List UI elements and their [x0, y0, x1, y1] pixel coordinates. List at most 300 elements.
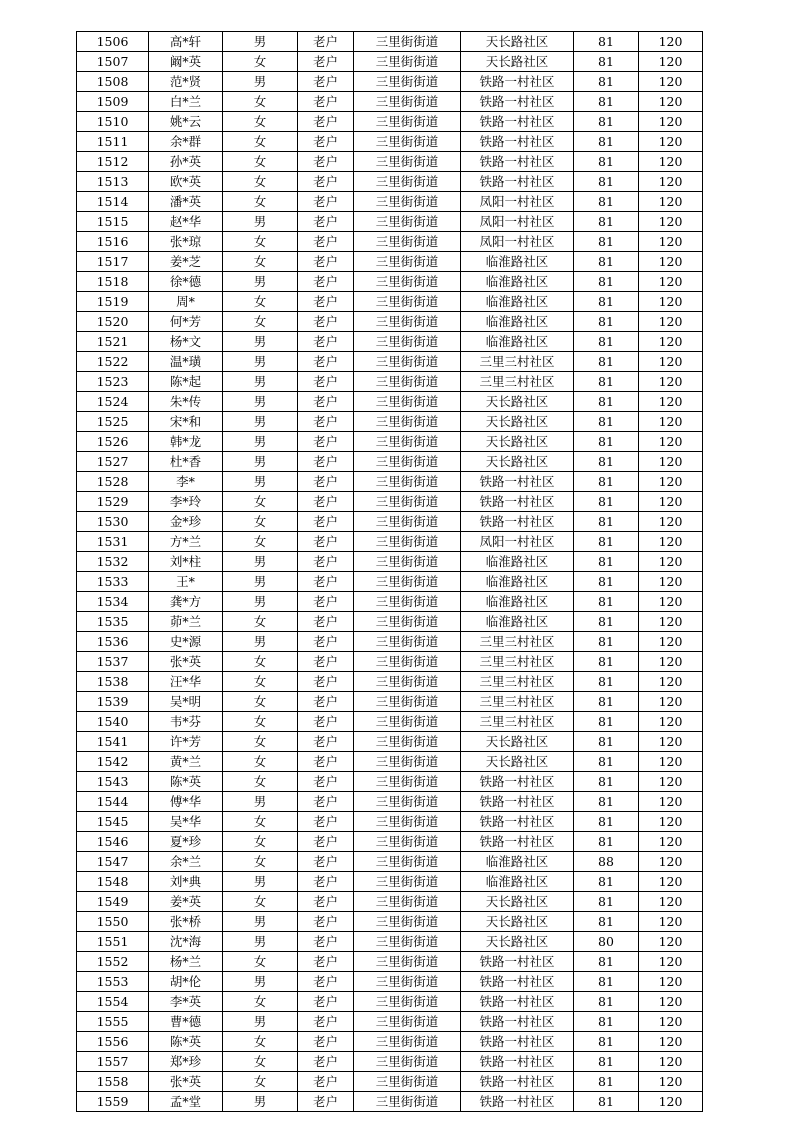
table-row [77, 172, 703, 192]
gender-cell: 女 [223, 652, 298, 672]
street-cell: 三里街街道 [354, 1092, 461, 1112]
serial-cell: 1525 [77, 412, 149, 432]
community-cell: 铁路一村社区 [461, 112, 574, 132]
community-cell: 铁路一村社区 [461, 472, 574, 492]
name-cell: 曹*德 [149, 1012, 223, 1032]
age-cell: 81 [574, 1092, 639, 1112]
amount-cell: 120 [639, 332, 703, 352]
household-type-cell: 老户 [298, 172, 354, 192]
serial-cell: 1529 [77, 492, 149, 512]
age-cell: 81 [574, 192, 639, 212]
street-cell: 三里街街道 [354, 252, 461, 272]
street-cell: 三里街街道 [354, 352, 461, 372]
community-cell: 临淮路社区 [461, 872, 574, 892]
serial-cell: 1544 [77, 792, 149, 812]
age-cell: 81 [574, 72, 639, 92]
serial-cell: 1528 [77, 472, 149, 492]
street-cell: 三里街街道 [354, 72, 461, 92]
serial-cell: 1522 [77, 352, 149, 372]
age-cell: 81 [574, 652, 639, 672]
gender-cell: 男 [223, 452, 298, 472]
age-cell: 81 [574, 132, 639, 152]
name-cell: 周* [149, 292, 223, 312]
household-type-cell: 老户 [298, 852, 354, 872]
age-cell: 81 [574, 512, 639, 532]
name-cell: 胡*伦 [149, 972, 223, 992]
age-cell: 81 [574, 1012, 639, 1032]
gender-cell: 男 [223, 32, 298, 52]
name-cell: 许*芳 [149, 732, 223, 752]
amount-cell: 120 [639, 432, 703, 452]
serial-cell: 1509 [77, 92, 149, 112]
gender-cell: 男 [223, 552, 298, 572]
table-row [77, 1052, 703, 1072]
serial-cell: 1513 [77, 172, 149, 192]
household-type-cell: 老户 [298, 192, 354, 212]
community-cell: 三里三村社区 [461, 352, 574, 372]
amount-cell: 120 [639, 572, 703, 592]
community-cell: 铁路一村社区 [461, 1012, 574, 1032]
table-row [77, 452, 703, 472]
table-row [77, 472, 703, 492]
gender-cell: 男 [223, 632, 298, 652]
serial-cell: 1506 [77, 32, 149, 52]
roster-body [77, 32, 703, 1112]
street-cell: 三里街街道 [354, 472, 461, 492]
age-cell: 81 [574, 672, 639, 692]
table-row [77, 572, 703, 592]
serial-cell: 1516 [77, 232, 149, 252]
table-row [77, 232, 703, 252]
serial-cell: 1538 [77, 672, 149, 692]
community-cell: 铁路一村社区 [461, 832, 574, 852]
community-cell: 天长路社区 [461, 52, 574, 72]
table-row [77, 732, 703, 752]
name-cell: 沈*海 [149, 932, 223, 952]
amount-cell: 120 [639, 512, 703, 532]
age-cell: 81 [574, 392, 639, 412]
household-type-cell: 老户 [298, 112, 354, 132]
table-row [77, 432, 703, 452]
name-cell: 刘*柱 [149, 552, 223, 572]
gender-cell: 男 [223, 972, 298, 992]
household-type-cell: 老户 [298, 692, 354, 712]
table-row [77, 332, 703, 352]
community-cell: 铁路一村社区 [461, 1092, 574, 1112]
community-cell: 天长路社区 [461, 892, 574, 912]
street-cell: 三里街街道 [354, 892, 461, 912]
name-cell: 茆*兰 [149, 612, 223, 632]
amount-cell: 120 [639, 392, 703, 412]
community-cell: 天长路社区 [461, 752, 574, 772]
table-row [77, 52, 703, 72]
name-cell: 韦*芬 [149, 712, 223, 732]
community-cell: 三里三村社区 [461, 672, 574, 692]
household-type-cell: 老户 [298, 912, 354, 932]
gender-cell: 女 [223, 532, 298, 552]
community-cell: 三里三村社区 [461, 652, 574, 672]
name-cell: 潘*英 [149, 192, 223, 212]
community-cell: 铁路一村社区 [461, 772, 574, 792]
community-cell: 临淮路社区 [461, 572, 574, 592]
amount-cell: 120 [639, 592, 703, 612]
name-cell: 汪*华 [149, 672, 223, 692]
gender-cell: 男 [223, 592, 298, 612]
serial-cell: 1518 [77, 272, 149, 292]
gender-cell: 女 [223, 832, 298, 852]
serial-cell: 1520 [77, 312, 149, 332]
amount-cell: 120 [639, 112, 703, 132]
amount-cell: 120 [639, 1032, 703, 1052]
table-row [77, 212, 703, 232]
community-cell: 铁路一村社区 [461, 1072, 574, 1092]
table-row [77, 592, 703, 612]
name-cell: 赵*华 [149, 212, 223, 232]
household-type-cell: 老户 [298, 1012, 354, 1032]
name-cell: 张*英 [149, 1072, 223, 1092]
amount-cell: 120 [639, 632, 703, 652]
serial-cell: 1558 [77, 1072, 149, 1092]
serial-cell: 1547 [77, 852, 149, 872]
household-type-cell: 老户 [298, 332, 354, 352]
community-cell: 临淮路社区 [461, 552, 574, 572]
street-cell: 三里街街道 [354, 432, 461, 452]
table-row [77, 372, 703, 392]
street-cell: 三里街街道 [354, 592, 461, 612]
age-cell: 81 [574, 432, 639, 452]
amount-cell: 120 [639, 812, 703, 832]
community-cell: 天长路社区 [461, 932, 574, 952]
table-row [77, 272, 703, 292]
amount-cell: 120 [639, 712, 703, 732]
name-cell: 余*群 [149, 132, 223, 152]
serial-cell: 1527 [77, 452, 149, 472]
age-cell: 81 [574, 872, 639, 892]
community-cell: 凤阳一村社区 [461, 232, 574, 252]
household-type-cell: 老户 [298, 432, 354, 452]
amount-cell: 120 [639, 272, 703, 292]
table-row [77, 992, 703, 1012]
gender-cell: 男 [223, 412, 298, 432]
serial-cell: 1507 [77, 52, 149, 72]
age-cell: 81 [574, 592, 639, 612]
gender-cell: 女 [223, 192, 298, 212]
serial-cell: 1554 [77, 992, 149, 1012]
street-cell: 三里街街道 [354, 572, 461, 592]
gender-cell: 男 [223, 932, 298, 952]
serial-cell: 1537 [77, 652, 149, 672]
table-row [77, 492, 703, 512]
street-cell: 三里街街道 [354, 1072, 461, 1092]
table-row [77, 952, 703, 972]
community-cell: 天长路社区 [461, 412, 574, 432]
community-cell: 铁路一村社区 [461, 812, 574, 832]
gender-cell: 男 [223, 792, 298, 812]
household-type-cell: 老户 [298, 552, 354, 572]
table-row [77, 672, 703, 692]
age-cell: 81 [574, 492, 639, 512]
community-cell: 铁路一村社区 [461, 972, 574, 992]
household-type-cell: 老户 [298, 952, 354, 972]
table-row [77, 352, 703, 372]
age-cell: 81 [574, 712, 639, 732]
household-type-cell: 老户 [298, 752, 354, 772]
table-row [77, 512, 703, 532]
gender-cell: 女 [223, 1052, 298, 1072]
name-cell: 姚*云 [149, 112, 223, 132]
age-cell: 81 [574, 252, 639, 272]
amount-cell: 120 [639, 412, 703, 432]
street-cell: 三里街街道 [354, 392, 461, 412]
street-cell: 三里街街道 [354, 292, 461, 312]
community-cell: 临淮路社区 [461, 292, 574, 312]
amount-cell: 120 [639, 92, 703, 112]
street-cell: 三里街街道 [354, 692, 461, 712]
table-row [77, 752, 703, 772]
age-cell: 81 [574, 612, 639, 632]
age-cell: 81 [574, 1032, 639, 1052]
serial-cell: 1512 [77, 152, 149, 172]
community-cell: 铁路一村社区 [461, 992, 574, 1012]
name-cell: 吴*华 [149, 812, 223, 832]
name-cell: 刘*典 [149, 872, 223, 892]
amount-cell: 120 [639, 172, 703, 192]
age-cell: 81 [574, 532, 639, 552]
amount-cell: 120 [639, 832, 703, 852]
gender-cell: 男 [223, 432, 298, 452]
name-cell: 龚*方 [149, 592, 223, 612]
age-cell: 81 [574, 692, 639, 712]
gender-cell: 男 [223, 872, 298, 892]
community-cell: 铁路一村社区 [461, 1052, 574, 1072]
table-row [77, 552, 703, 572]
gender-cell: 女 [223, 612, 298, 632]
table-row [77, 792, 703, 812]
household-type-cell: 老户 [298, 612, 354, 632]
age-cell: 81 [574, 952, 639, 972]
gender-cell: 女 [223, 772, 298, 792]
street-cell: 三里街街道 [354, 1032, 461, 1052]
age-cell: 81 [574, 1052, 639, 1072]
gender-cell: 女 [223, 292, 298, 312]
community-cell: 铁路一村社区 [461, 132, 574, 152]
table-row [77, 612, 703, 632]
street-cell: 三里街街道 [354, 792, 461, 812]
community-cell: 天长路社区 [461, 392, 574, 412]
household-type-cell: 老户 [298, 412, 354, 432]
street-cell: 三里街街道 [354, 912, 461, 932]
household-type-cell: 老户 [298, 312, 354, 332]
name-cell: 陈*英 [149, 772, 223, 792]
serial-cell: 1545 [77, 812, 149, 832]
community-cell: 铁路一村社区 [461, 92, 574, 112]
street-cell: 三里街街道 [354, 152, 461, 172]
street-cell: 三里街街道 [354, 512, 461, 532]
age-cell: 81 [574, 812, 639, 832]
household-type-cell: 老户 [298, 72, 354, 92]
community-cell: 天长路社区 [461, 452, 574, 472]
household-type-cell: 老户 [298, 532, 354, 552]
street-cell: 三里街街道 [354, 232, 461, 252]
street-cell: 三里街街道 [354, 1052, 461, 1072]
street-cell: 三里街街道 [354, 1012, 461, 1032]
community-cell: 三里三村社区 [461, 692, 574, 712]
table-row [77, 1012, 703, 1032]
age-cell: 81 [574, 232, 639, 252]
name-cell: 宋*和 [149, 412, 223, 432]
amount-cell: 120 [639, 1012, 703, 1032]
amount-cell: 120 [639, 872, 703, 892]
amount-cell: 120 [639, 252, 703, 272]
amount-cell: 120 [639, 852, 703, 872]
table-row [77, 852, 703, 872]
table-row [77, 72, 703, 92]
roster-table [76, 31, 703, 1112]
household-type-cell: 老户 [298, 52, 354, 72]
gender-cell: 女 [223, 52, 298, 72]
household-type-cell: 老户 [298, 1052, 354, 1072]
street-cell: 三里街街道 [354, 52, 461, 72]
household-type-cell: 老户 [298, 132, 354, 152]
gender-cell: 女 [223, 992, 298, 1012]
serial-cell: 1530 [77, 512, 149, 532]
table-row [77, 932, 703, 952]
household-type-cell: 老户 [298, 1032, 354, 1052]
name-cell: 高*轩 [149, 32, 223, 52]
serial-cell: 1543 [77, 772, 149, 792]
serial-cell: 1542 [77, 752, 149, 772]
gender-cell: 女 [223, 92, 298, 112]
table-row [77, 832, 703, 852]
community-cell: 天长路社区 [461, 732, 574, 752]
name-cell: 欧*英 [149, 172, 223, 192]
name-cell: 王* [149, 572, 223, 592]
community-cell: 凤阳一村社区 [461, 192, 574, 212]
gender-cell: 女 [223, 112, 298, 132]
amount-cell: 120 [639, 352, 703, 372]
serial-cell: 1523 [77, 372, 149, 392]
name-cell: 李*英 [149, 992, 223, 1012]
gender-cell: 女 [223, 152, 298, 172]
street-cell: 三里街街道 [354, 612, 461, 632]
name-cell: 史*源 [149, 632, 223, 652]
amount-cell: 120 [639, 72, 703, 92]
serial-cell: 1511 [77, 132, 149, 152]
serial-cell: 1539 [77, 692, 149, 712]
community-cell: 铁路一村社区 [461, 72, 574, 92]
age-cell: 81 [574, 632, 639, 652]
amount-cell: 120 [639, 132, 703, 152]
gender-cell: 女 [223, 672, 298, 692]
household-type-cell: 老户 [298, 772, 354, 792]
street-cell: 三里街街道 [354, 672, 461, 692]
household-type-cell: 老户 [298, 32, 354, 52]
street-cell: 三里街街道 [354, 312, 461, 332]
table-row [77, 312, 703, 332]
household-type-cell: 老户 [298, 792, 354, 812]
household-type-cell: 老户 [298, 1072, 354, 1092]
community-cell: 铁路一村社区 [461, 152, 574, 172]
serial-cell: 1550 [77, 912, 149, 932]
street-cell: 三里街街道 [354, 752, 461, 772]
name-cell: 杨*文 [149, 332, 223, 352]
gender-cell: 女 [223, 252, 298, 272]
gender-cell: 女 [223, 892, 298, 912]
street-cell: 三里街街道 [354, 652, 461, 672]
household-type-cell: 老户 [298, 732, 354, 752]
household-type-cell: 老户 [298, 992, 354, 1012]
name-cell: 韩*龙 [149, 432, 223, 452]
table-row [77, 812, 703, 832]
table-row [77, 972, 703, 992]
street-cell: 三里街街道 [354, 452, 461, 472]
amount-cell: 120 [639, 152, 703, 172]
name-cell: 朱*传 [149, 392, 223, 412]
age-cell: 81 [574, 832, 639, 852]
community-cell: 临淮路社区 [461, 252, 574, 272]
amount-cell: 120 [639, 652, 703, 672]
age-cell: 81 [574, 972, 639, 992]
name-cell: 张*琼 [149, 232, 223, 252]
age-cell: 81 [574, 152, 639, 172]
table-row [77, 1092, 703, 1112]
table-row [77, 892, 703, 912]
household-type-cell: 老户 [298, 712, 354, 732]
household-type-cell: 老户 [298, 632, 354, 652]
serial-cell: 1508 [77, 72, 149, 92]
gender-cell: 女 [223, 692, 298, 712]
community-cell: 临淮路社区 [461, 852, 574, 872]
gender-cell: 男 [223, 72, 298, 92]
amount-cell: 120 [639, 1092, 703, 1112]
name-cell: 方*兰 [149, 532, 223, 552]
gender-cell: 女 [223, 132, 298, 152]
amount-cell: 120 [639, 752, 703, 772]
age-cell: 81 [574, 92, 639, 112]
serial-cell: 1517 [77, 252, 149, 272]
household-type-cell: 老户 [298, 572, 354, 592]
gender-cell: 男 [223, 272, 298, 292]
table-row [77, 292, 703, 312]
household-type-cell: 老户 [298, 812, 354, 832]
table-row [77, 192, 703, 212]
community-cell: 铁路一村社区 [461, 512, 574, 532]
household-type-cell: 老户 [298, 392, 354, 412]
gender-cell: 女 [223, 1072, 298, 1092]
street-cell: 三里街街道 [354, 412, 461, 432]
serial-cell: 1534 [77, 592, 149, 612]
gender-cell: 女 [223, 752, 298, 772]
gender-cell: 女 [223, 492, 298, 512]
amount-cell: 120 [639, 472, 703, 492]
household-type-cell: 老户 [298, 472, 354, 492]
table-row [77, 712, 703, 732]
amount-cell: 120 [639, 532, 703, 552]
street-cell: 三里街街道 [354, 872, 461, 892]
amount-cell: 120 [639, 912, 703, 932]
household-type-cell: 老户 [298, 592, 354, 612]
community-cell: 天长路社区 [461, 432, 574, 452]
gender-cell: 女 [223, 732, 298, 752]
street-cell: 三里街街道 [354, 932, 461, 952]
table-row [77, 772, 703, 792]
age-cell: 81 [574, 112, 639, 132]
table-row [77, 92, 703, 112]
household-type-cell: 老户 [298, 232, 354, 252]
gender-cell: 女 [223, 952, 298, 972]
age-cell: 81 [574, 772, 639, 792]
serial-cell: 1532 [77, 552, 149, 572]
